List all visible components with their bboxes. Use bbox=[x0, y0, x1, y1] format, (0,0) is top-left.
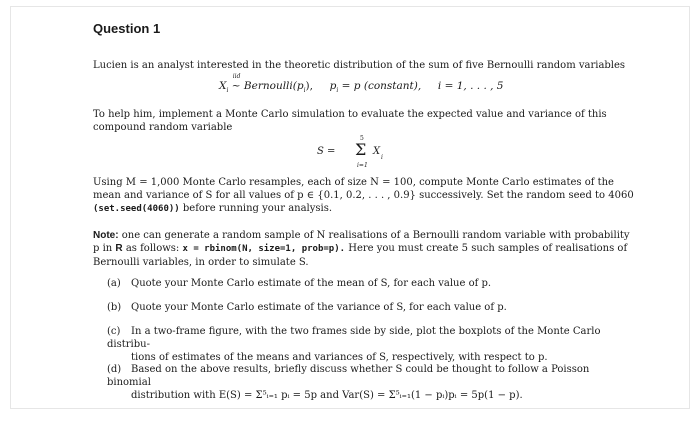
document-page bbox=[10, 6, 690, 409]
sum-equation: S = 5 Σ i=1 X i bbox=[317, 135, 383, 169]
intro-text: Lucien is an analyst interested in the theoretic distribution of the sum of five Bernoulli random variables bbox=[93, 60, 626, 71]
question-title: Question 1 bbox=[93, 21, 161, 36]
help-paragraph: To help him, implement a Monte Carlo simulation to evaluate the expected value and variance of this compound random variable bbox=[93, 109, 607, 133]
note-paragraph: Note: one can generate a random sample of N realisations of a Bernoulli random variable with probability p in R as follows: x = rbinom(N, size=1, prob=p). Here you must create 5 such samples of realisations of Bernoulli variables, in order to simulate S. bbox=[93, 230, 630, 268]
item-c: (c) In a two-frame figure, with the two frames side by side, plot the boxplots of the Monte Carlo distribu- tions of estimates of the means and variances of S, respectively, with respect to p. bbox=[107, 326, 601, 363]
item-b: (b) Quote your Monte Carlo estimate of the variance of S, for each value of p. bbox=[107, 302, 507, 313]
item-a: (a) Quote your Monte Carlo estimate of the mean of S, for each value of p. bbox=[107, 278, 492, 289]
monte-carlo-paragraph: Using M = 1,000 Monte Carlo resamples, each of size N = 100, compute Monte Carlo estimates of the mean and variance of S for all values of p ∈ {0.1, 0.2, . . . , 0.9} successively. Set the random seed to 4060 (set.seed(4060)) before running your analysis. bbox=[93, 177, 634, 214]
distribution-equation: $X_i$ iid ~ $Bernoulli(p_i)$, $p_i = p$ (constant), i = 1, . . . , 5 bbox=[219, 73, 504, 95]
item-d: (d) Based on the above results, briefly discuss whether S could be thought to follow a Poisson binomial distribution with E(S) = Σ⁵ᵢ₌₁ pᵢ = 5p and Var(S) = Σ⁵ᵢ₌₁(1 − pᵢ)pᵢ = 5p(1 − p). bbox=[107, 364, 590, 401]
